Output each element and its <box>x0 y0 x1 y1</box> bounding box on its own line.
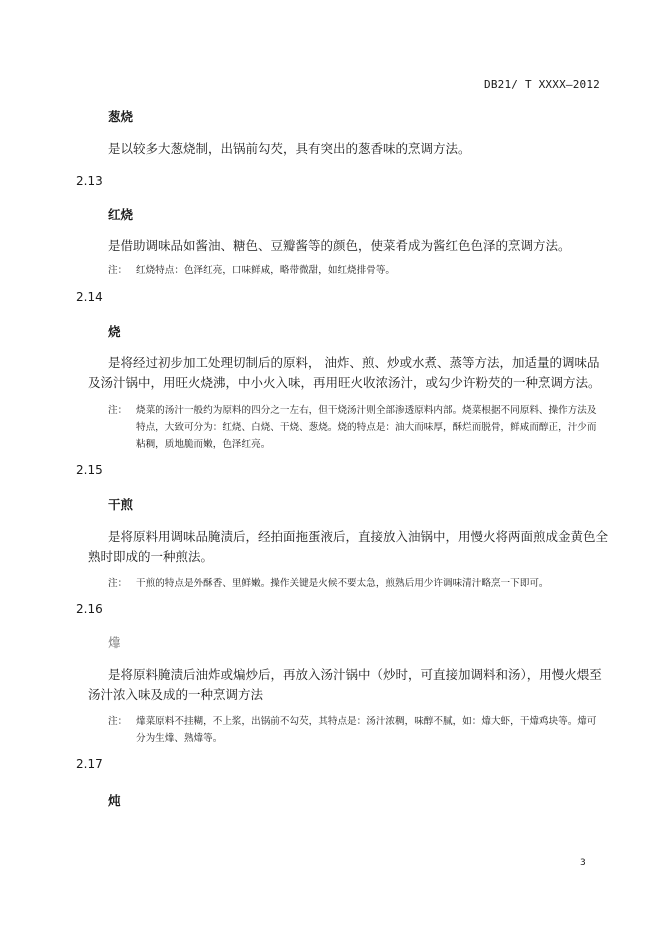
note-label: 注： <box>108 716 128 727</box>
term-heading: 葱烧 <box>108 109 134 124</box>
term-heading: 干煎 <box>108 497 134 512</box>
term-definition: 是以较多大葱烧制，出锅前勾芡，具有突出的葱香味的烹调方法。 <box>108 141 471 156</box>
section-number: 2.16 <box>76 602 103 616</box>
section-number: 2.14 <box>76 290 103 304</box>
note <box>108 402 604 453</box>
term-heading: 红烧 <box>108 207 134 222</box>
note-label: 注： <box>108 405 128 416</box>
note <box>108 575 604 592</box>
note-text: 红烧特点：色泽红亮，口味鲜咸，略带微甜，如红烧排骨等。 <box>136 265 396 276</box>
section-number: 2.13 <box>76 174 103 188</box>
note-text: 干煎的特点是外酥香、里鲜嫩。操作关键是火候不要太急，煎熟后用少许调味清汁略烹一下即可。 <box>136 578 549 589</box>
term-heading: 㸆 <box>108 635 121 650</box>
note <box>108 262 604 279</box>
term-definition: 是将原料腌渍后油炸或煸炒后，再放入汤汁锅中（炒时，可直接加调料和汤），用慢火煨至汤汁浓入味及成的一种烹调方法 <box>88 667 602 702</box>
note-label: 注： <box>108 265 128 276</box>
page-number: 3 <box>580 858 586 868</box>
document-code: DB21/ T XXXX—2012 <box>484 78 600 91</box>
note-text: 㸆菜原料不挂糊，不上浆，出锅前不勾芡，其特点是：汤汁浓稠，味醇不腻，如：㸆大虾，干㸆鸡块等。㸆可分为生㸆、熟㸆等。 <box>136 716 597 744</box>
note-label: 注： <box>108 578 128 589</box>
term-definition: 是将原料用调味品腌渍后，经拍面拖蛋液后，直接放入油锅中，用慢火将两面煎成金黄色全熟时即成的一种煎法。 <box>88 529 609 564</box>
term-definition: 是将经过初步加工处理切制后的原料， 油炸、煎、炒或水煮、蒸等方法，加适量的调味品及汤汁锅中，用旺火烧沸，中小火入味，再用旺火收浓汤汁，或勾少许粉芡的一种烹调方法。 <box>88 355 601 390</box>
note <box>108 713 604 747</box>
section-number: 2.17 <box>76 757 103 771</box>
note-text: 烧菜的汤汁一般约为原料的四分之一左右，但干烧汤汁则全部渗透原料内部。烧菜根据不同原料、操作方法及特点，大致可分为：红烧、白烧、干烧、葱烧。烧的特点是：油大而味厚，酥烂而脱骨，鲜咸而醇正，汁少而粘稠，质地脆而嫩，色泽红亮。 <box>136 405 597 450</box>
section-number: 2.15 <box>76 463 103 477</box>
term-heading: 烧 <box>108 324 121 339</box>
term-definition: 是借助调味品如酱油、糖色、豆瓣酱等的颜色，使菜肴成为酱红色色泽的烹调方法。 <box>108 238 571 253</box>
term-heading: 炖 <box>108 793 121 808</box>
